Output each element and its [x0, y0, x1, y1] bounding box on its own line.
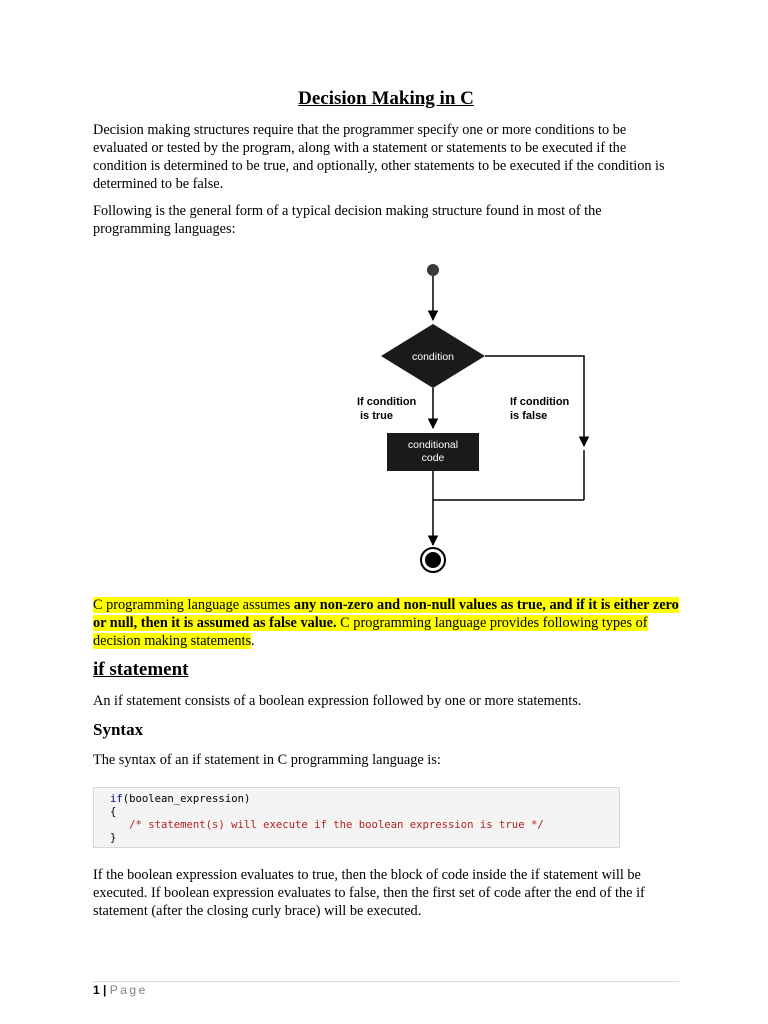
decision-flowchart: [337, 260, 607, 580]
code-line4: }: [110, 832, 117, 844]
intro-paragraph: Decision making structures require that the programmer specify one or more conditions to be evaluated or tested by the program, along with a statement or statements to be executed if the condition is determined to be true, and optionally, other statements to be executed if the condition is determined to be false.: [93, 122, 665, 192]
footer-divider: [93, 981, 679, 982]
page-title: Decision Making in C: [298, 88, 474, 109]
condition-label: condition: [411, 351, 455, 363]
highlight-part1: C programming language assumes: [93, 597, 294, 613]
true-label-line1: If condition: [357, 396, 417, 408]
highlight-bold: any non-zero and non-null values as true, and if it is either zero or null, then it is assumed as false value.: [93, 597, 679, 631]
end-node-dot: [425, 552, 441, 568]
highlight-part2: C programming language provides following types of decision making statements: [93, 615, 648, 649]
highlighted-paragraph: [93, 596, 679, 650]
if-statement-heading: if statement: [93, 659, 189, 680]
highlight-end: .: [251, 633, 255, 649]
syntax-heading: Syntax: [93, 720, 144, 739]
if-statement-description: An if statement consists of a boolean expression followed by one or more statements.: [93, 693, 582, 709]
page-footer: [93, 983, 148, 997]
code-box-line1: conditional: [407, 439, 459, 451]
false-label-line1: If condition: [510, 396, 570, 408]
code-comment-line: /* statement(s) will execute if the boolean expression is true */: [110, 819, 544, 831]
footer-separator: |: [99, 983, 110, 997]
false-label-line2: is false: [510, 410, 548, 422]
page-number: 1: [93, 983, 100, 997]
code-block: [93, 787, 620, 848]
syntax-description: The syntax of an if statement in C programming language is:: [93, 752, 441, 768]
code-line2: {: [110, 806, 117, 818]
general-form-paragraph: Following is the general form of a typical decision making structure found in most of the programming languages:: [93, 203, 602, 237]
code-line1: (boolean_expression): [122, 793, 251, 805]
closing-paragraph: If the boolean expression evaluates to true, then the block of code inside the if statement will be executed. If boolean expression evaluates to false, then the first set of code after the end of the if statement (after the closing curly brace) will be executed.: [93, 867, 645, 919]
page-label: Page: [109, 983, 148, 997]
code-keyword-if: if: [110, 793, 123, 805]
true-label-line2: is true: [360, 410, 394, 422]
code-box-line2: code: [421, 452, 445, 464]
start-node-dot: [427, 264, 439, 276]
